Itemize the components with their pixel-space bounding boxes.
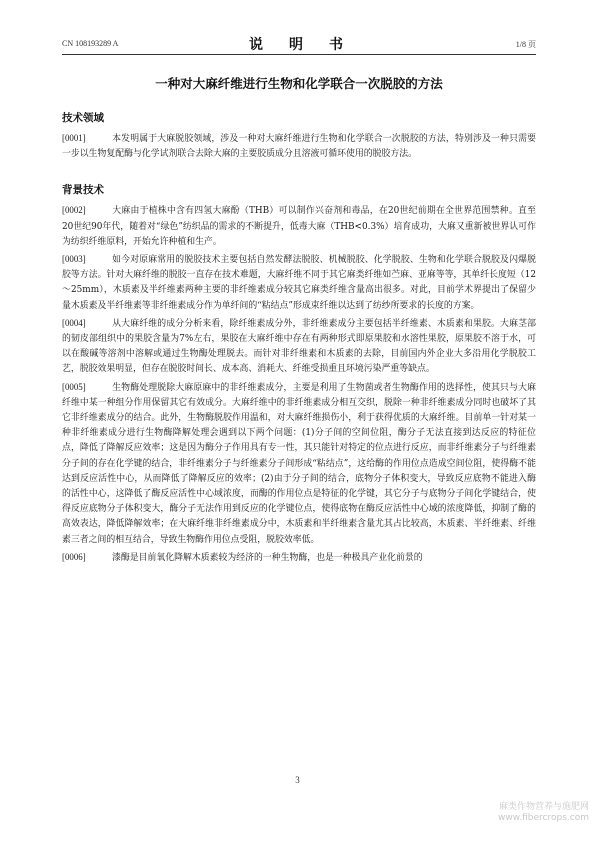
paragraph-0003 [62,252,536,314]
paragraph-0006 [62,550,536,566]
page-indicator: 1/8 页 [515,40,536,49]
page-header [62,34,536,55]
paragraph-text: 从大麻纤维的成分分析来看，除纤维素成分外，非纤维素成分主要包括半纤维素、木质素和果胶。大麻茎部的韧皮部组织中的果胶含量为7%左右，果胶在大麻纤维中存在有两种形式即原果胶和水溶性果胶，原果胶不溶于水，可以在酸碱等溶剂中溶解或通过生物酶处理脱去。而针对非纤维素和木质素的去除，目前国内外企业大多沿用化学脱胶工艺，脱胶效果明显，但存在脱胶时间长、成本高、消耗大、纤维受损重且环境污染严重等缺点。 [62,318,536,375]
paragraph-number: [0001] [62,133,86,143]
paragraph-text: 本发明属于大麻脱胶领域，涉及一种对大麻纤维进行生物和化学联合一次脱胶的方法，特别涉及一种只需要一步以生物复配酶与化学试剂联合去除大麻的主要胶质成分且溶液可循环使用的脱胶方法。 [62,134,536,160]
paragraph-number: [0006] [62,551,86,562]
paragraph-0004 [62,316,536,378]
patent-number: CN 108193289 A [62,39,119,48]
paragraph-number: [0005] [62,381,86,392]
paragraph-text: 如今对原麻常用的脱胶技术主要包括自然发酵法脱胶、机械脱胶、化学脱胶、生物和化学联合脱胶及闪爆脱胶等方法。针对大麻纤维的脱胶一直存在技术难题，大麻纤维不同于其它麻类纤维如苎麻、亚麻等等，其单纤长度短（12～25mm），木质素及半纤维素两种主要的非纤维素成分较其它麻类纤维含量高出很多。对此，目前学术界提出了保留少量木质素及半纤维素等非纤维素成分作为单纤间的“粘结点”形成束纤维以达到了纺纱所要求的长度的方案。 [62,255,536,311]
page-number: 3 [295,775,300,785]
paragraph-number: [0003] [62,254,86,265]
paragraph-0002 [62,203,536,250]
paragraph-text: 大麻由于植株中含有四氢大麻酚（THB）可以制作兴奋剂和毒品，在20世纪前期在全世界范围禁种。直至20世纪90年代，随着对“绿色”纺织品的需求的不断提升，低毒大麻（THB<0.3%）培育成功，大麻又重新被世界认可作为纺织纤维原料，开始允许种植和生产。 [62,206,536,247]
watermark-site-name: 麻类作物营养与施肥网 [498,802,589,812]
document-body [62,110,536,568]
watermark-url: www.fibercrops.com [498,813,589,823]
watermark [498,802,589,824]
document-title: 一种对大麻纤维进行生物和化学联合一次脱胶的方法 [155,76,443,91]
section-heading-technical-field: 技术领域 [62,112,104,124]
paragraph-0001 [62,131,536,162]
section-gap [62,164,536,182]
paragraph-0005 [62,380,536,548]
paragraph-text: 漆酶是目前氧化降解木质素较为经济的一种生物酶，也是一种极具产业化前景的 [112,552,423,563]
paragraph-text: 生物酶处理脱除大麻原麻中的非纤维素成分，主要是利用了生物菌或者生物酶作用的选择性，使其只与大麻纤维中某一种组分作用保留其它有效成分。大麻纤维中的非纤维素成分相互交织，脱除一种非纤维素成分同时也破坏了其它非纤维素成分的结合。此外，生物酶脱胶作用温和，对大麻纤维损伤小，利于获得优质的大麻纤维。目前单一针对某一种非纤维素成分进行生物酶降解处理会遇到以下两个问题：(1)分子间的空间位阻，酶分子无法直接到达反应的特征位点，降低了降解反应效率；这是因为酶分子作用具有专一性，其只能针对特定的位点进行反应，而非纤维素分子与纤维素分子间的存在化学键的结合，非纤维素分子与纤维素分子间形成“粘结点”，这给酶的作用位点造成空间位阻，使得酶不能达到反应活性中心，从而降低了降解反应的效率；(2)由于分子间的结合，底物分子体积变大，导致反应底物不能进入酶的活性中心，这降低了酶反应活性中心域浓度，而酶的作用位点是特征的化学键，其它分子与底物分子间化学键结合，使得反应底物分子体积变大，酶分子无法作用到反应的化学键位点，使得底物在酶反应活性中心域的浓度降低，抑制了酶的高效表达，降低降解效率；在大麻纤维非纤维素成分中，木质素和半纤维素含量尤其占比较高，木质素、半纤维素、纤维素三者之间的相互结合，导致生物酶作用位点受阻，脱胶效率低。 [62,382,536,545]
document-type: 说 明 书 [249,37,349,53]
section-heading-background: 背景技术 [62,184,104,197]
paragraph-number: [0002] [62,205,86,216]
paragraph-number: [0004] [62,317,86,328]
